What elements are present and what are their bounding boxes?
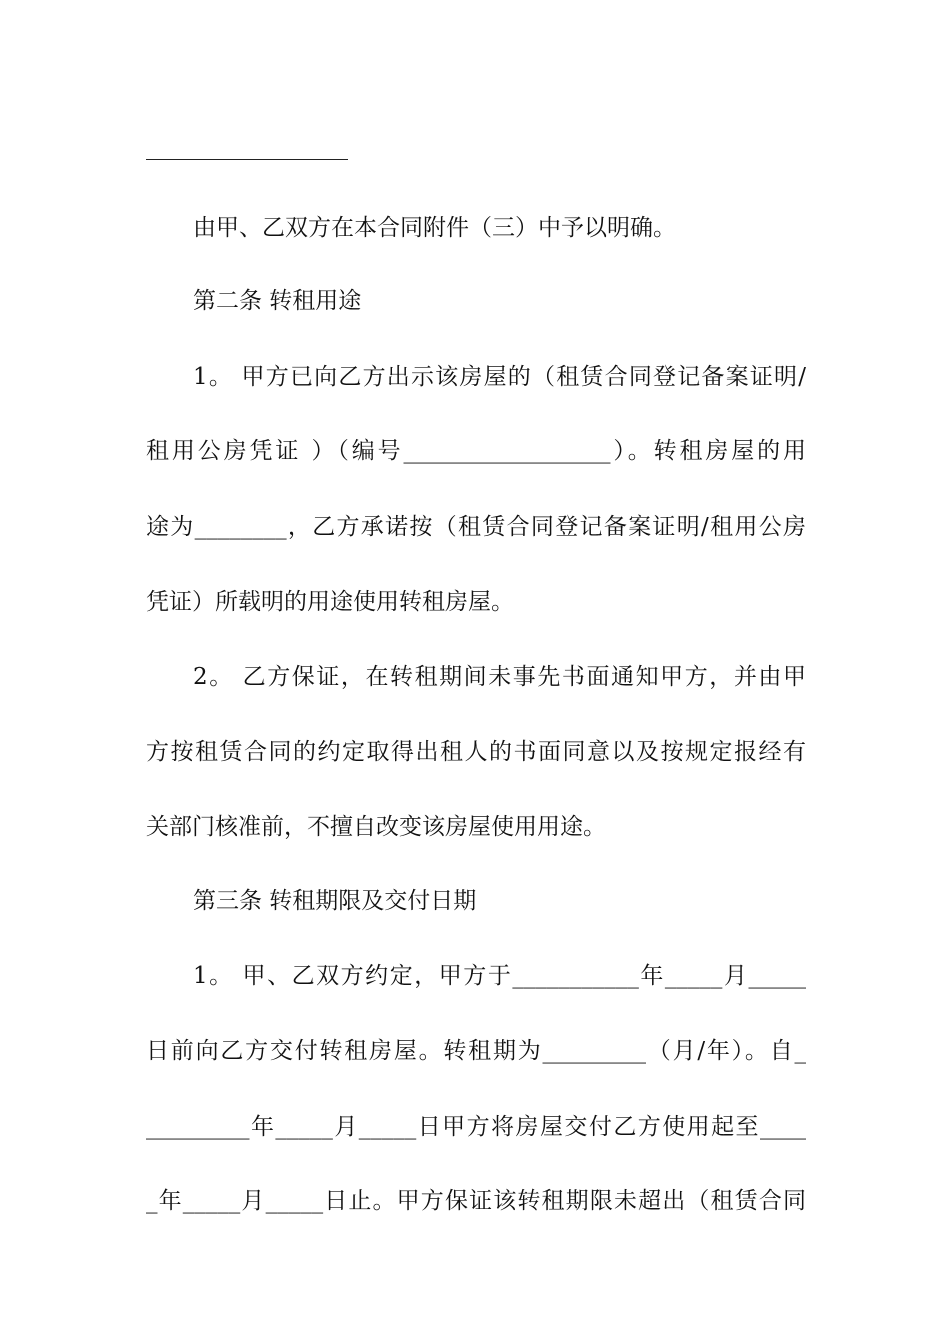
- article-heading: 第二条 转租用途: [193, 288, 362, 314]
- paragraph-line: 1。 甲方已向乙方出示该房屋的（租赁合同登记备案证明/: [193, 364, 806, 390]
- article-heading: 第三条 转租期限及交付日期: [193, 888, 477, 914]
- paragraph-line: 由甲、乙双方在本合同附件（三）中予以明确。: [193, 215, 676, 241]
- paragraph-line: 2。 乙方保证，在转租期间未事先书面通知甲方，并由甲: [193, 664, 806, 690]
- paragraph-line: 租用公房凭证 ）（编号__________________）。转租房屋的用: [146, 438, 806, 464]
- blank-underline: [146, 159, 348, 160]
- paragraph-line: 日前向乙方交付转租房屋。转租期为_________（月/年）。自_: [146, 1038, 806, 1064]
- paragraph-line: _年_____月_____日止。甲方保证该转租期限未超出（租赁合同: [146, 1188, 806, 1214]
- paragraph-line: 关部门核准前，不擅自改变该房屋使用用途。: [146, 814, 606, 840]
- paragraph-line: 凭证）所载明的用途使用转租房屋。: [146, 589, 514, 615]
- paragraph-line: 途为________，乙方承诺按（租赁合同登记备案证明/租用公房: [146, 514, 806, 540]
- paragraph-line: 方按租赁合同的约定取得出租人的书面同意以及按规定报经有: [146, 739, 806, 765]
- paragraph-line: _________年_____月_____日甲方将房屋交付乙方使用起至____: [146, 1114, 806, 1140]
- paragraph-line: 1。 甲、乙双方约定，甲方于___________年_____月_____: [193, 963, 806, 989]
